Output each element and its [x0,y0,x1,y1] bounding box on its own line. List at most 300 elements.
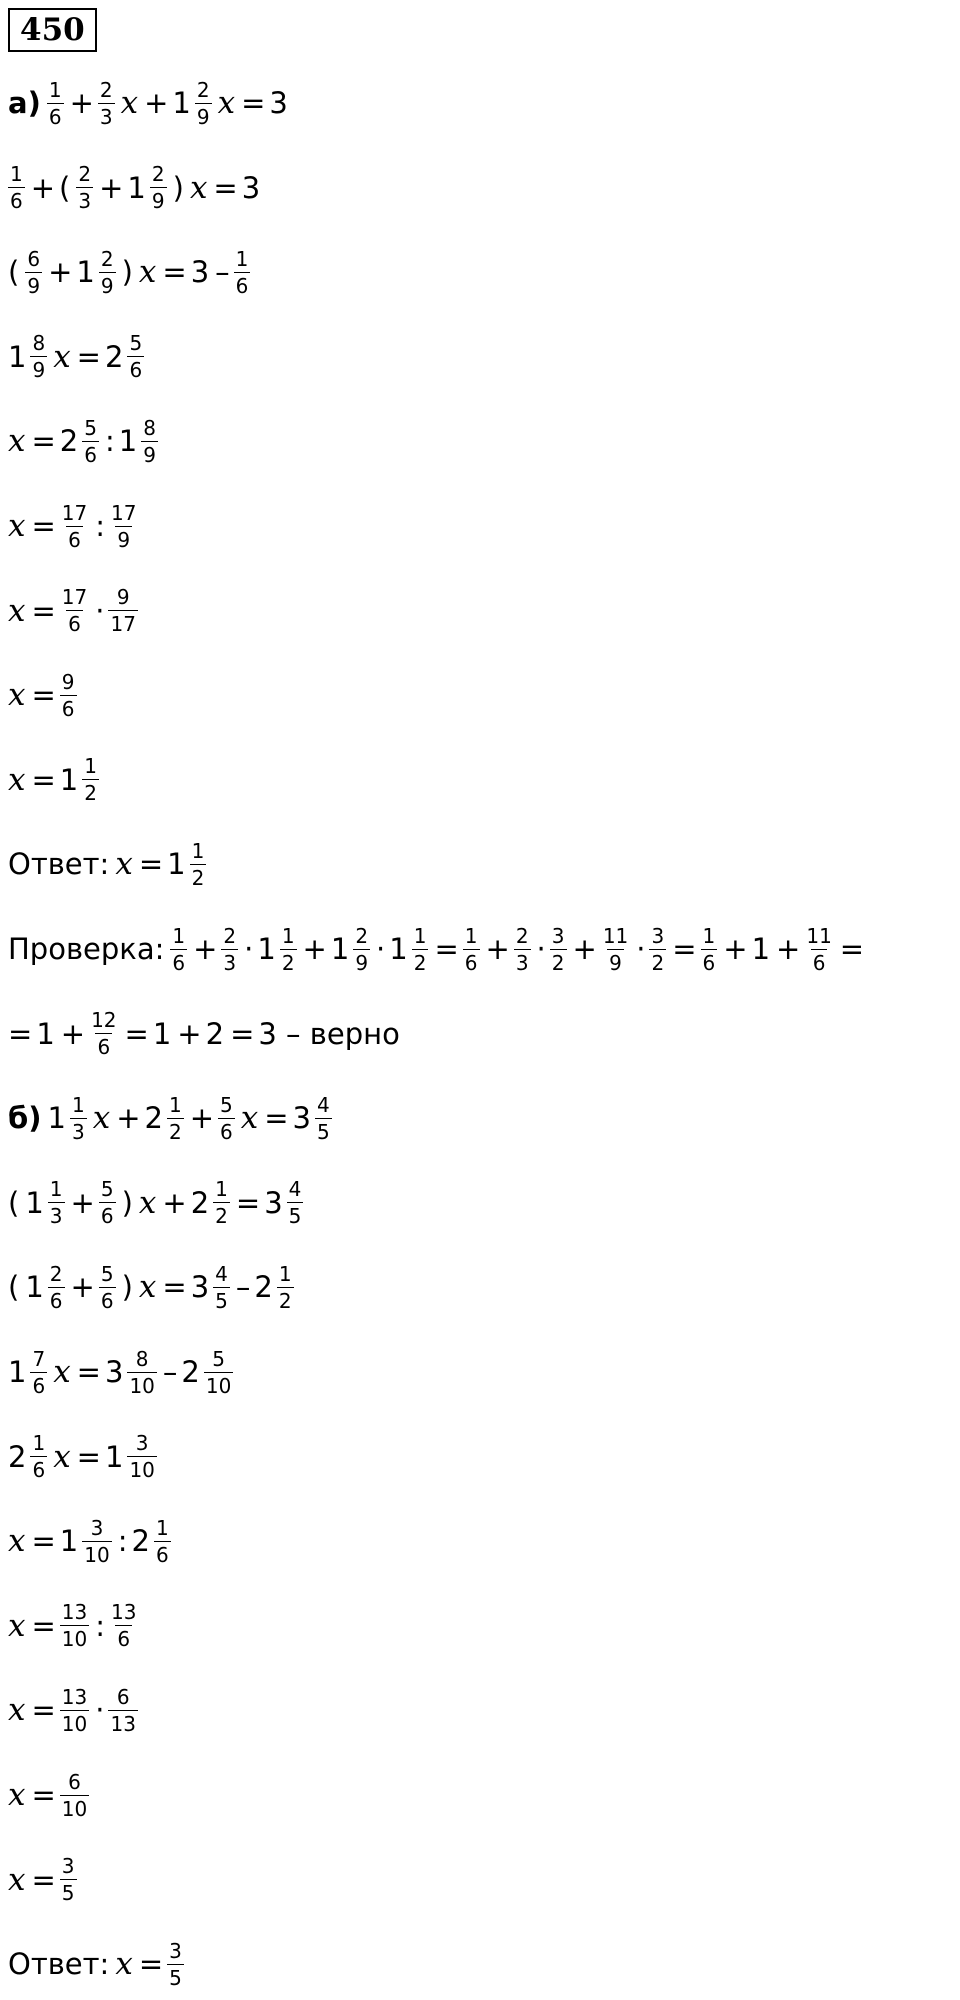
math-operator: · [376,932,386,966]
math-variable: x [53,338,71,375]
fraction [108,1686,137,1735]
fraction-denominator: 6 [155,1542,169,1567]
fraction-numerator: 4 [288,1177,302,1202]
mixed-number-whole: 3 [292,1101,311,1136]
mixed-number [76,248,115,297]
fraction-numerator: 17 [61,585,88,610]
mixed-number [191,1178,230,1227]
math-operator: + [162,1185,187,1220]
math-text: ) [172,170,184,205]
math-variable: x [8,1607,26,1644]
fraction-numerator: 1 [278,1261,292,1286]
fraction-numerator: 5 [129,331,143,356]
math-text: ) [121,1270,133,1305]
fraction-numerator: 1 [48,77,62,102]
fraction-numerator: 12 [91,1008,117,1033]
fraction-numerator: 4 [316,1092,330,1117]
fraction-numerator: 2 [99,77,113,102]
fraction-denominator: 6 [129,358,143,383]
fraction-denominator: 6 [32,1373,46,1398]
mixed-number [131,1517,170,1566]
fraction [514,925,531,974]
math-variable: x [8,423,26,460]
fraction-numerator: 2 [100,246,114,271]
part-heading-line [8,68,294,138]
math-operator: + [189,1101,214,1136]
fraction-numerator: 1 [191,838,205,863]
math-operator: – [235,1270,251,1305]
fraction-numerator: 3 [61,1854,75,1879]
math-operator: = [31,678,56,713]
math-text: Проверка: [8,932,165,966]
fraction [287,1178,304,1227]
fraction-denominator: 9 [32,358,46,383]
fraction-numerator: 1 [172,923,186,948]
fraction-numerator: 17 [111,500,137,525]
fraction-numerator: 1 [215,1177,228,1202]
fraction [70,1094,87,1143]
fraction [60,1771,89,1820]
mixed-number-whole: 1 [127,170,146,205]
fraction-denominator: 17 [110,612,136,637]
mixed-number [191,1263,230,1312]
mixed-number-whole: 2 [190,1185,210,1220]
math-operator: = [162,1270,187,1305]
math-operator: + [70,1270,95,1305]
fraction-numerator: 2 [355,923,369,948]
solution-step-line [8,576,144,646]
fraction [99,1263,116,1312]
fraction [804,925,833,974]
math-text: ) [121,1185,133,1220]
fraction [89,1009,118,1058]
math-operator: – [215,255,230,290]
fraction-denominator: 6 [68,527,81,552]
fraction-numerator: 1 [32,1431,46,1456]
fraction-numerator: 2 [515,923,529,948]
mixed-number [8,1432,47,1481]
mixed-number [119,417,158,466]
fraction-numerator: 3 [169,1938,182,1963]
math-operator: = [124,1016,149,1051]
solution-step-line [8,237,256,307]
fraction-numerator: 9 [61,669,75,694]
mixed-number-whole: 1 [389,932,408,966]
fraction-denominator: 9 [143,442,156,467]
fraction [204,1348,233,1397]
math-operator: : [104,424,115,459]
fraction-denominator: 5 [288,1204,302,1229]
fraction-denominator: 2 [413,950,427,975]
fraction-numerator: 5 [100,1261,114,1286]
fraction-numerator: 5 [212,1346,225,1371]
math-text: 1 [152,1016,172,1051]
fraction-numerator: 1 [49,1177,63,1202]
mixed-number-whole: 1 [118,424,138,459]
math-operator: : [117,1524,128,1559]
math-operator: = [8,1016,33,1051]
math-operator: = [235,1185,261,1220]
fraction-denominator: 6 [10,189,23,214]
math-variable: x [53,1438,71,1475]
solution-step-line [8,745,105,815]
mixed-number-whole: 1 [59,1524,79,1559]
math-operator: = [31,1862,56,1897]
mixed-number [105,1432,157,1481]
fraction-denominator: 6 [100,1288,114,1313]
mixed-number [60,755,99,804]
fraction-denominator: 10 [84,1542,110,1567]
mixed-number-whole: 1 [8,1355,27,1389]
math-operator: + [572,932,597,966]
mixed-number-whole: 1 [59,762,79,797]
mixed-number [257,925,296,974]
fraction [127,1432,156,1481]
math-operator: = [76,339,101,374]
solution-step-line [8,1760,95,1830]
mixed-number [172,79,211,128]
math-operator: + [302,932,327,966]
mixed-number-whole: 2 [104,339,124,374]
fraction-numerator: 11 [602,923,629,948]
solution-step-line [8,153,266,223]
fraction-denominator: 2 [168,1119,182,1144]
fraction [195,79,212,128]
mixed-number [254,1263,293,1312]
fraction-numerator: 1 [702,923,716,948]
math-text: ) [121,255,133,290]
math-text: ( [59,170,71,205]
fraction-denominator: 6 [48,104,62,129]
solution-step-line [8,1337,239,1407]
math-operator: · [95,593,105,628]
math-variable: x [120,85,139,121]
mixed-number-whole: 1 [76,255,95,290]
math-text: 1 [36,1016,55,1051]
math-operator: + [48,255,73,290]
solution-step-line [8,406,164,476]
fraction-numerator: 9 [116,585,130,610]
fraction-numerator: 6 [68,1769,81,1794]
math-operator: + [193,932,218,966]
part-label: б) [8,1101,42,1136]
fraction [60,1855,77,1904]
mixed-number [389,925,428,974]
mixed-number-whole: 1 [25,1185,44,1220]
fraction-denominator: 3 [49,1204,63,1229]
solution-step-line [8,1929,190,1999]
fraction-denominator: 5 [61,1881,75,1906]
fraction [47,79,64,128]
fraction-numerator: 2 [151,162,165,187]
mixed-number [181,1348,233,1397]
fraction [30,1432,47,1481]
math-operator: = [162,255,187,290]
mixed-number [167,840,206,889]
fraction [127,1348,156,1397]
fraction-denominator: 6 [49,1288,63,1313]
fraction-denominator: 3 [99,104,113,129]
solution-step-line [8,1506,177,1576]
solution-step-line [8,1675,144,1745]
math-variable: x [8,1523,26,1560]
math-text: 3 [241,170,261,205]
math-operator: = [31,762,56,797]
fraction-denominator: 9 [117,527,131,552]
fraction-numerator: 17 [61,500,88,525]
math-operator: · [244,932,254,966]
fraction-numerator: 6 [27,246,41,271]
mixed-number [264,1178,303,1227]
math-variable: x [115,846,133,883]
fraction-denominator: 6 [100,1204,114,1229]
fraction-denominator: 5 [215,1288,228,1313]
math-operator: + [723,932,748,966]
mixed-number [105,332,144,381]
math-operator: = [138,847,164,882]
math-operator: + [116,1101,141,1136]
math-operator: + [70,1185,95,1220]
fraction-numerator: 1 [413,923,427,948]
fraction [315,1094,332,1143]
mixed-number [25,1263,64,1312]
fraction [213,1263,230,1312]
mixed-number-whole: 2 [8,1439,27,1474]
math-operator: + [177,1016,202,1051]
fraction [154,1517,171,1566]
math-operator: = [31,509,56,543]
math-text: ( [8,1270,20,1305]
mixed-number [60,417,99,466]
fraction-numerator: 1 [281,923,295,948]
fraction [60,1686,89,1735]
mixed-number-whole: 2 [144,1101,163,1136]
fraction [213,1178,230,1227]
mixed-number [145,1094,184,1143]
math-text: ( [8,255,20,290]
math-text: 3 [190,255,210,290]
mixed-number-whole: 3 [104,1355,124,1389]
fraction [167,1940,184,1989]
fraction-denominator: 3 [78,189,92,214]
fraction-numerator: 7 [32,1346,46,1371]
math-operator: = [213,170,238,205]
fraction [601,925,630,974]
problem-number-box: 450 [8,8,97,52]
fraction [30,332,47,381]
solution-step-line [8,1845,83,1915]
fraction-numerator: 2 [78,162,92,187]
math-text: 3 – верно [258,1016,400,1051]
math-operator: = [138,1947,164,1982]
fraction [82,755,99,804]
math-operator: + [776,932,801,966]
math-operator: = [241,86,266,120]
fraction [353,925,370,974]
part-heading-line [8,1083,338,1153]
fraction-numerator: 2 [196,77,210,102]
fraction-denominator: 5 [169,1965,182,1990]
math-operator: = [31,1693,56,1728]
fraction-numerator: 3 [651,923,665,948]
fraction-denominator: 6 [172,950,186,975]
math-operator: = [839,932,865,966]
mixed-number-whole: 1 [257,932,276,966]
mixed-number-whole: 1 [172,86,191,120]
math-variable: x [115,1946,133,1983]
math-operator: – [162,1355,178,1389]
fraction-denominator: 9 [609,950,622,975]
math-operator: = [31,1524,56,1559]
math-operator: + [60,1016,86,1051]
math-operator: : [95,1608,106,1643]
fraction-denominator: 5 [316,1119,330,1144]
fraction-denominator: 3 [223,950,237,975]
fraction-denominator: 2 [551,950,565,975]
mixed-number-whole: 1 [167,847,186,882]
mixed-number [8,1348,47,1397]
math-operator: = [230,1016,255,1051]
fraction-denominator: 6 [117,1627,131,1652]
fraction-denominator: 9 [355,950,369,975]
fraction [109,502,138,551]
math-variable: x [92,1100,111,1137]
fraction-numerator: 1 [71,1092,85,1117]
mixed-number-whole: 1 [8,339,27,374]
mixed-number-whole: 2 [254,1270,273,1305]
fraction-denominator: 2 [278,1288,292,1313]
solution-step-line [8,829,212,899]
solution-step-line [8,999,406,1069]
solution-step-line [8,914,868,984]
fraction [48,1178,65,1227]
math-text: Ответ: [8,847,110,882]
math-variable: x [8,761,26,798]
fraction-denominator: 6 [235,273,249,298]
fraction [60,586,89,635]
fraction [48,1263,65,1312]
math-operator: = [672,932,697,966]
fraction [190,840,207,889]
fraction-numerator: 2 [49,1261,63,1286]
math-operator: + [99,170,124,205]
math-operator: · [95,1693,105,1728]
mixed-number-whole: 2 [181,1355,200,1389]
mixed-number-whole: 2 [59,424,79,459]
math-operator: = [264,1101,289,1136]
mixed-number [105,1348,157,1397]
fraction [30,1348,47,1397]
fraction-denominator: 6 [702,950,716,975]
math-text: 2 [205,1016,225,1051]
math-variable: x [8,508,26,544]
math-operator: · [636,932,646,966]
fraction-numerator: 3 [135,1431,149,1456]
fraction [221,925,238,974]
math-text: 1 [751,932,771,966]
fraction [98,79,115,128]
math-variable: x [138,1269,157,1306]
solution-step-line [8,660,83,730]
math-variable: x [138,1184,157,1221]
math-operator: = [31,593,56,628]
fraction-denominator: 2 [191,865,205,890]
fraction-numerator: 1 [464,923,478,948]
fraction-denominator: 6 [61,696,75,721]
mixed-number [60,1517,112,1566]
fraction [8,163,25,212]
fraction [99,1178,116,1227]
fraction-denominator: 10 [129,1458,155,1483]
fraction-numerator: 1 [168,1092,182,1117]
mixed-number [293,1094,332,1143]
fraction [60,1601,89,1650]
fraction-denominator: 6 [220,1119,233,1144]
math-operator: = [31,424,56,459]
fraction-denominator: 3 [515,950,529,975]
fraction [82,417,99,466]
math-variable: x [8,677,26,714]
mixed-number [127,163,166,212]
fraction-numerator: 4 [215,1261,228,1286]
solution-step-line [8,491,144,561]
math-variable: x [53,1354,71,1390]
solution-step-line [8,1422,163,1492]
math-operator: = [434,932,459,966]
fraction [701,925,718,974]
fraction-denominator: 6 [68,612,81,637]
fraction [60,671,77,720]
mixed-number [331,925,370,974]
mixed-number-whole: 2 [131,1524,150,1559]
fraction-denominator: 2 [215,1204,228,1229]
fraction [99,248,116,297]
fraction [76,163,93,212]
fraction-numerator: 5 [84,415,97,440]
fraction-denominator: 9 [151,189,165,214]
math-operator: + [144,86,169,120]
solution-step-line [8,1591,144,1661]
fraction-denominator: 2 [651,950,665,975]
solution-step-line [8,1252,300,1322]
fraction-denominator: 6 [32,1458,46,1483]
fraction [218,1094,235,1143]
math-operator: = [31,1778,56,1812]
math-variable: x [138,254,157,291]
math-variable: x [8,1692,26,1729]
mixed-number [48,1094,87,1143]
math-operator: = [76,1355,101,1389]
fraction [649,925,666,974]
math-variable: x [240,1100,259,1137]
fraction [167,1094,184,1143]
math-variable: x [8,592,26,629]
fraction-denominator: 9 [27,273,41,298]
math-text: Ответ: [8,1947,110,1982]
fraction-denominator: 10 [61,1627,88,1652]
fraction-denominator: 2 [281,950,295,975]
math-operator: : [95,509,106,543]
math-operator: + [30,170,56,205]
math-text: ( [8,1185,20,1220]
fraction [150,163,167,212]
fraction-denominator: 6 [84,442,97,467]
fraction-denominator: 13 [110,1711,136,1736]
fraction [550,925,567,974]
fraction [109,1601,138,1650]
fraction-numerator: 8 [143,415,156,440]
math-operator: = [76,1439,101,1474]
